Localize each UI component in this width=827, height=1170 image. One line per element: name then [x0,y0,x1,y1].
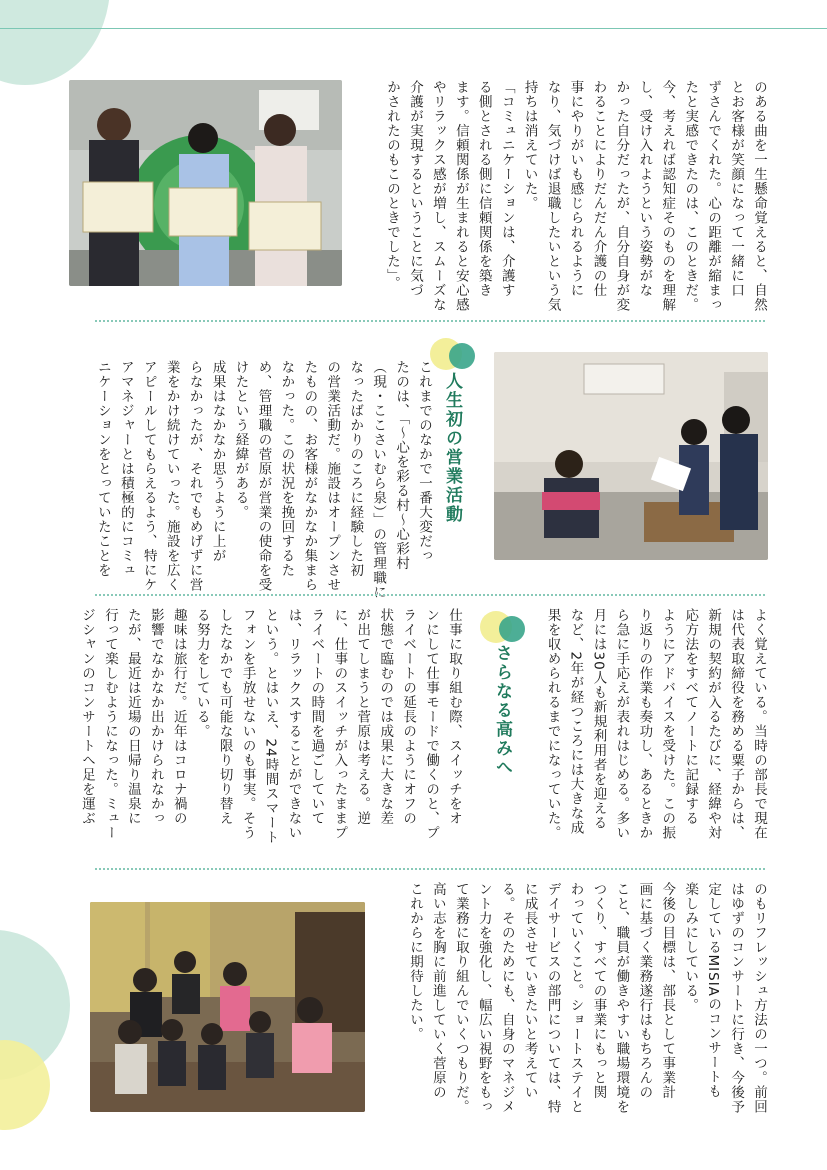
text-line: に成長させていきたいと考えてい [521,882,538,1100]
text-line: 行って楽しむようになった。ミュー [101,608,118,840]
text-line: は、リラックスすることができない [285,608,302,840]
heading-circles-decoration-2 [478,607,528,647]
top-rule [0,28,827,29]
text-line: て業務に取り組んでいくつもりだ。 [452,882,469,1114]
text-line: （現・ここさいむら泉）」の管理職に [370,360,387,600]
article-block-3-right [540,608,770,853]
text-line: たものの、お客様がなかなか集まら [301,360,318,592]
photo-group-staff [90,902,365,1112]
text-line: 持ちは消えていた。 [521,80,538,211]
text-line: し、受け入れようという姿勢がな [636,80,653,298]
section-divider-2 [95,594,765,596]
text-line: たが、最近は近場の日帰り温泉に [124,608,141,826]
text-line: 楽しみにしている。 [682,882,699,1013]
text-line: め、管理職の菅原が営業の使命を受 [255,360,272,592]
text-line: 趣味は旅行だ。近年はコロナ禍の [170,608,187,826]
text-line: はゆずのコンサートに行き、今後予 [728,882,745,1114]
text-line: ント力を強化し、幅広い視野をもっ [475,882,492,1114]
text-line: 今後の目標は、部長として事業計 [659,882,676,1100]
article-block-4 [406,882,770,1117]
text-line: の営業活動だ。施設はオープンさせ [324,360,341,592]
text-line: 業をかけ続けていった。施設を広く [163,360,180,592]
article-block-3-left [65,608,465,853]
text-line: わっていくこと。ショートステイと [567,882,584,1114]
text-line: ジシャンのコンサートへ足を運ぶ [79,608,95,826]
text-line: り返りの作業も奏功し、あるときか [636,608,653,840]
text-line: ニケーションをとっていたことを [94,360,111,578]
text-line: 画に基づく業務遂行はもちろんの [636,882,653,1100]
photo-award-ceremony [69,80,342,286]
section-divider-3 [95,868,765,870]
text-line: これからに期待したい。 [406,882,423,1042]
text-line: わることによりだんだん介護の仕 [590,80,607,298]
text-line: たのは、「〜心を彩る村〜心彩村 [393,360,410,571]
text-line: ます。信頼関係が生まれると安心感 [452,80,469,312]
photo-office-work [494,352,768,560]
text-line: に、仕事のスイッチが入ったままプ [331,608,348,840]
text-line: けたという経緯がある。 [232,360,249,520]
text-line: やリラックス感が増し、スムーズな [429,80,446,312]
text-line: という。とはいえ、24時間スマート [262,608,279,845]
text-line: は代表取締役を務める粟子からは、 [728,608,745,840]
text-line: が出てしまうと菅原は考える。逆 [354,608,371,826]
text-line: 新規の契約が入るたびに、経緯や対 [705,608,722,840]
text-line: ら急に手応えが表れはじめる。多い [613,608,630,840]
text-line: ライベートの延長のようにオフの [400,608,417,826]
corner-circle-decoration [0,0,110,85]
text-line: る努力をしている。 [193,608,210,739]
text-line: かされたのもこのときでした」。 [384,80,400,291]
text-line: かった自分だったが、自分自身が変 [613,80,630,312]
text-line: よく覚えている。当時の部長で現在 [751,608,767,840]
section-divider-1 [95,320,765,322]
text-line: とお客様が笑顔になって一緒に口 [728,80,745,298]
text-line: ンにして仕事モードで働くのと、プ [423,608,440,840]
text-line: 事にやりがいも感じられるように [567,80,584,298]
heading-circles-decoration [428,334,478,374]
text-line: ずさんでくれた。心の距離が縮まっ [705,80,722,312]
text-line: 仕事に取り組む際、スイッチをオ [446,608,462,826]
text-line: 介護が実現するということに気づ [406,80,423,298]
article-block-2 [65,360,435,600]
text-line: 応方法をすべてノートに記録する [682,608,699,826]
text-line: アピールしてもらえるよう、特にケ [140,360,157,592]
text-line: ライベートの時間を過ごしていて [308,608,325,826]
text-line: 今、考えれば認知症そのものを理解 [659,80,676,312]
text-line: 高い志を胸に前進していく菅原の [429,882,446,1100]
text-line: したなかでも可能な限り切り替え [216,608,233,826]
text-line: 影響でなかなか出かけられなかっ [147,608,164,826]
text-line: のもリフレッシュ方法の一つ。前回 [751,882,767,1114]
text-line: 果を収められるまでになっていた。 [544,608,561,840]
heading-higher: さらなる高みへ [492,644,512,777]
text-line: らなかったが、それでもめげずに営 [186,360,203,592]
text-line: のある曲を一生懸命覚えると、自然 [751,80,767,312]
text-line: る側とされる側に信頼関係を築き [475,80,492,298]
text-line: 「コミュニケーションは、介護す [498,80,515,298]
text-line: フォンを手放せないのも事実。そう [239,608,256,840]
text-line: これまでのなかで一番大変だっ [416,360,432,563]
text-line: つくり、すべての事業にもっと関 [590,882,607,1100]
text-line: なり、気づけば退職したいという気 [544,80,561,312]
text-line: デイサービスの部門については、特 [544,882,561,1114]
text-line: たと実感できたのは、このときだ。 [682,80,699,312]
text-line: 成果はなかなか思うように上が [209,360,226,563]
text-line: アマネジャーとは積極的にコミュ [117,360,134,578]
text-line: 定しているMISIAのコンサートも [705,882,722,1099]
text-line: など、2年が経つころには大きな成 [567,608,584,836]
text-line: ようにアドバイスを受けた。この振 [659,608,676,840]
text-line: なったばかりのころに経験した初 [347,360,364,578]
text-line: こと、職員が働きやすい職場環境を [613,882,630,1114]
text-line: 月には30人も新規利用者を迎える [590,608,607,831]
text-line: る。そのためにも、自身のマネジメ [498,882,515,1114]
text-line: 状態で臨むのでは成果に大きな差 [377,608,394,826]
heading-first-sales: 人生初の営業活動 [442,372,462,524]
text-line: なかった。この状況を挽回するた [278,360,295,578]
article-block-1 [370,80,770,312]
